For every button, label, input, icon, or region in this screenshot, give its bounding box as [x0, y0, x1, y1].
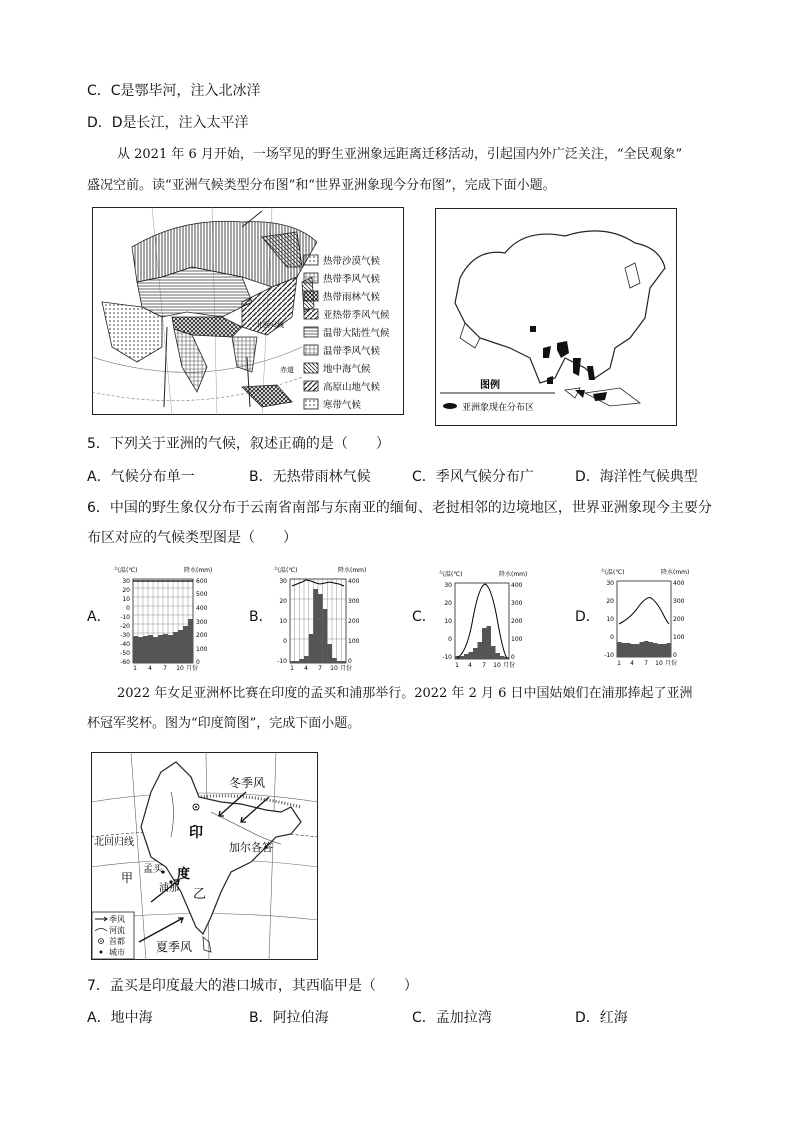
legend-item: 城市 [109, 948, 125, 957]
q5-option-d[interactable]: D．海洋性气候典型 [575, 469, 698, 485]
pune-label: 浦那 [159, 883, 179, 894]
legend-item: 亚洲象现在分布区 [462, 403, 535, 413]
climate-legend [304, 255, 390, 411]
temp-tick: 30 [122, 578, 130, 585]
legend-item: 热带季风气候 [323, 274, 381, 285]
precip-axis-label: 降水(mm) [499, 571, 528, 578]
temp-axis-label: 气温(℃) [601, 569, 625, 576]
mumbai-label: 孟买 [143, 864, 163, 875]
temp-axis-label: 气温(℃) [439, 571, 463, 578]
precip-tick: 0 [511, 654, 515, 661]
month-tick: 4 [148, 665, 152, 672]
temp-tick: 0 [126, 605, 130, 612]
month-tick: 7 [482, 662, 486, 669]
legend-title: 图例 [480, 380, 500, 391]
precip-tick: 200 [196, 632, 208, 639]
legend-item: 热带雨林气候 [323, 292, 381, 303]
precip-tick: 0 [348, 658, 352, 665]
precip-tick: 600 [196, 578, 208, 585]
climate-chart-d [599, 566, 699, 670]
q7-option-c[interactable]: C．孟加拉湾 [412, 1010, 492, 1026]
legend-item: 地中海气候 [323, 364, 371, 375]
temp-tick: 0 [448, 636, 452, 643]
temp-tick: 10 [444, 618, 452, 625]
legend-item: 季风 [109, 915, 125, 924]
legend-item: 高原山地气候 [323, 382, 381, 393]
month-label: 月份 [185, 665, 199, 672]
q6-option-b[interactable]: B． [249, 609, 273, 625]
month-label: 月份 [502, 662, 516, 669]
month-tick: 7 [318, 665, 322, 672]
city-icon [100, 951, 103, 954]
sea-label: 甲 [121, 871, 134, 885]
temp-axis-label: 气温(℃) [114, 567, 138, 574]
temp-tick: 0 [610, 634, 614, 641]
q5-option-b[interactable]: B．无热带雨林气候 [249, 469, 371, 485]
precip-axis-label: 降水(mm) [661, 569, 690, 576]
q7-stem: 7．孟买是印度最大的港口城市，其西临甲是（ ） [87, 978, 418, 994]
month-tick: 10 [330, 665, 338, 672]
month-tick: 1 [133, 665, 137, 672]
passage1-line1: 从 2021 年 6 月开始，一场罕见的野生亚洲象远距离迁移活动，引起国内外广泛关注，“全民观象” [117, 147, 683, 162]
temp-tick: 10 [122, 596, 130, 603]
kolkata-label: 加尔各答 [229, 841, 273, 854]
q6-stem-line2: 布区对应的气候类型图是（ ） [87, 530, 297, 546]
temp-tick: 10 [606, 616, 614, 623]
precip-axis-label: 降水(mm) [184, 567, 213, 574]
temp-tick: -50 [120, 650, 130, 657]
precip-tick: 400 [511, 582, 523, 589]
climate-chart-b [272, 564, 372, 672]
temp-tick: -40 [120, 641, 130, 648]
precip-tick: 200 [348, 618, 360, 625]
temp-tick: 30 [606, 580, 614, 587]
temp-tick: 10 [279, 618, 287, 625]
elephant-legend-icon [443, 403, 457, 409]
month-tick: 10 [176, 665, 184, 672]
q5-option-c[interactable]: C．季风气候分布广 [412, 469, 534, 485]
month-tick: 4 [304, 665, 308, 672]
precip-tick: 400 [673, 580, 685, 587]
q6-option-a[interactable]: A． [87, 609, 111, 625]
precip-tick: 0 [673, 652, 677, 659]
precip-tick: 100 [511, 636, 523, 643]
q7-option-b[interactable]: B．阿拉伯海 [249, 1010, 329, 1026]
q7-option-d[interactable]: D．红海 [575, 1010, 628, 1026]
month-tick: 7 [163, 665, 167, 672]
passage2-line1: 2022 年女足亚洲杯比赛在印度的孟买和浦那举行。2022 年 2 月 6 日中国姑娘们在浦那捧起了亚洲 [117, 686, 693, 701]
temp-tick: -10 [442, 654, 452, 661]
summer-monsoon-label: 夏季风 [156, 940, 193, 954]
q5-stem: 5．下列关于亚洲的气候，叙述正确的是（ ） [87, 436, 390, 452]
passage1-line2: 盛况空前。读“亚洲气候类型分布图”和“世界亚洲象现今分布图”，完成下面小题。 [87, 178, 556, 193]
q6-option-c[interactable]: C． [412, 609, 436, 625]
legend-item: 热带沙漠气候 [323, 256, 381, 267]
month-label: 月份 [664, 660, 678, 667]
temp-axis-label: 气温(℃) [274, 567, 298, 574]
legend-item: 亚热带季风气候 [323, 310, 390, 321]
q4-option-c: C．C是鄂毕河，注入北冰洋 [87, 83, 261, 99]
precip-tick: 300 [348, 598, 360, 605]
temp-tick: 20 [606, 598, 614, 605]
precip-tick: 100 [673, 634, 685, 641]
legend-item: 河流 [109, 926, 125, 935]
precip-tick: 200 [673, 616, 685, 623]
precip-tick: 300 [196, 619, 208, 626]
tropic-label-1: 北回归线 [256, 321, 284, 329]
temp-tick: -60 [120, 659, 130, 666]
q6-stem-line1: 6．中国的野生象仅分布于云南省南部与东南亚的缅甸、老挝相邻的边境地区，世界亚洲象现今主要分 [87, 500, 712, 516]
month-tick: 10 [655, 660, 663, 667]
precip-tick: 100 [348, 638, 360, 645]
temp-tick: -10 [120, 614, 130, 621]
temp-tick: -10 [604, 652, 614, 659]
month-tick: 10 [493, 662, 501, 669]
month-tick: 4 [630, 660, 634, 667]
temp-tick: 30 [444, 582, 452, 589]
temp-tick: -10 [277, 658, 287, 665]
q7-option-a[interactable]: A．地中海 [87, 1010, 153, 1026]
precip-axis-label: 降水(mm) [338, 567, 367, 574]
precip-tick: 400 [348, 578, 360, 585]
asia-climate-map [92, 207, 404, 415]
q6-option-d[interactable]: D． [575, 609, 600, 625]
winter-monsoon-label: 冬季风 [229, 776, 266, 790]
precip-tick: 100 [196, 646, 208, 653]
precip-tick: 200 [511, 618, 523, 625]
month-tick: 1 [290, 665, 294, 672]
plateau-label: 乙 [193, 887, 207, 902]
legend-item: 寒带气候 [323, 400, 362, 411]
month-tick: 1 [455, 662, 459, 669]
legend-item: 首都 [109, 937, 125, 946]
india-map [91, 752, 318, 960]
q5-option-a[interactable]: A．气候分布单一 [87, 469, 195, 485]
temp-tick: 20 [279, 598, 287, 605]
month-tick: 1 [617, 660, 621, 667]
region-label: 度 [177, 867, 191, 882]
asian-elephant-distribution-map [435, 208, 677, 426]
temp-tick: 20 [122, 587, 130, 594]
climate-chart-c [437, 568, 537, 672]
temp-tick: 0 [283, 638, 287, 645]
temp-tick: -20 [120, 623, 130, 630]
passage2-line2: 杯冠军奖杯。图为“印度简图”，完成下面小题。 [87, 716, 361, 731]
temp-tick: -30 [120, 632, 130, 639]
climate-chart-a [112, 564, 218, 672]
temp-tick: 20 [444, 600, 452, 607]
precip-tick: 0 [196, 659, 200, 666]
month-tick: 4 [468, 662, 472, 669]
q4-option-d: D．D是长江，注入太平洋 [87, 115, 249, 131]
temp-tick: 30 [279, 578, 287, 585]
precip-tick: 300 [673, 598, 685, 605]
region-label: 印 [189, 825, 203, 841]
legend-item: 温带大陆性气候 [323, 328, 390, 339]
legend-item: 温带季风气候 [323, 346, 381, 357]
month-tick: 7 [644, 660, 648, 667]
equator-label-1: 赤道 [280, 366, 294, 374]
precip-tick: 400 [196, 605, 208, 612]
precip-tick: 500 [196, 591, 208, 598]
tropic-label: 北回归线 [94, 837, 134, 848]
precip-tick: 300 [511, 600, 523, 607]
month-label: 月份 [339, 665, 353, 672]
